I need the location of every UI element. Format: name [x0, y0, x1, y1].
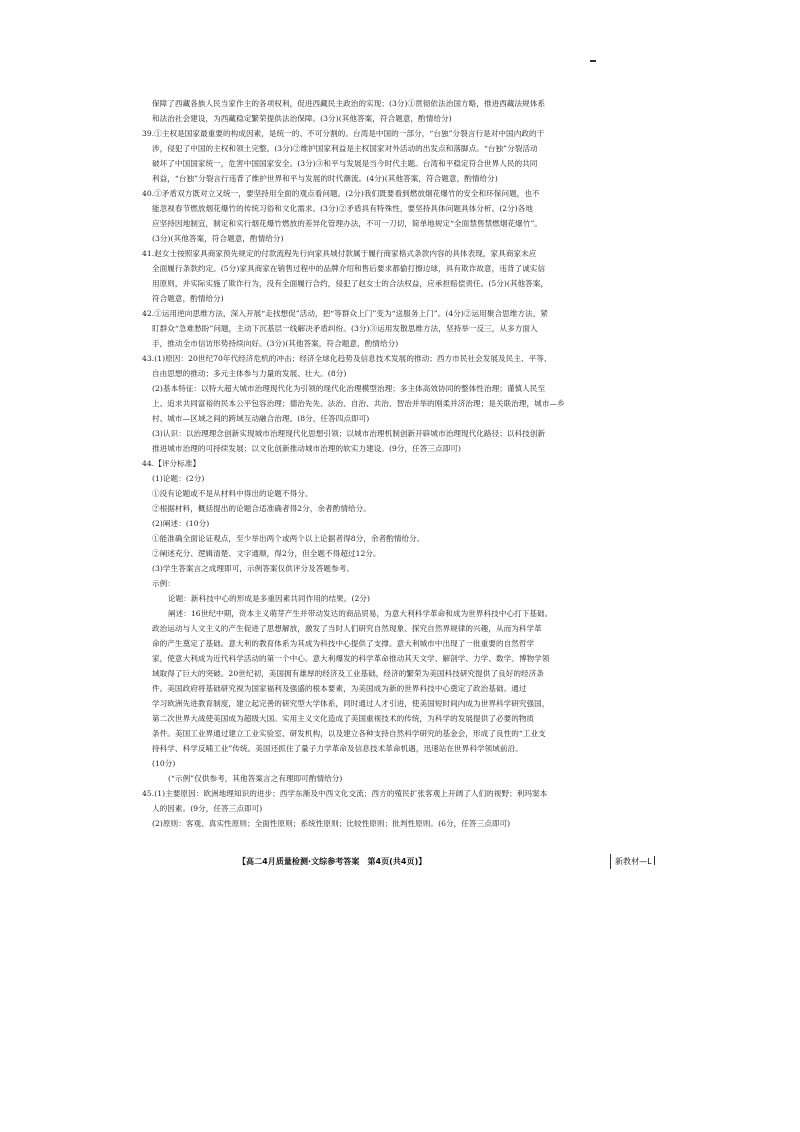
text-line: (2)原则：客观、真实性原则；全面性原则；系统性原则；比较性原则；批判性原则。(6分，任答三点即可) — [152, 819, 511, 828]
text-line: (2)阐述：(10分) — [152, 519, 210, 528]
text-line: 和法治社会建设，为西藏稳定繁荣提供法治保障。(3分)(其他答案，符合题意，酌情给分) — [152, 114, 452, 123]
text-line: 应坚持因地制宜，制定和实行烟花爆竹燃放的差异化管理办法，不可一刀切，简单地规定“全面禁售禁燃烟花爆竹”。 — [152, 219, 543, 228]
text-line: (1)论题：(2分) — [152, 474, 205, 483]
answer-44 — [142, 456, 722, 786]
text-line: ①没有论题或不是从材料中得出的论题不得分。 — [152, 489, 313, 498]
text-line: 命的产生奠定了基础。意大利的教育体系为其成为科技中心提供了支撑。意大利城市中出现了一批重要的自然哲学 — [152, 639, 535, 648]
text-line: 40.①矛盾双方既对立又统一，要坚持用全面的观点看问题。(2分)我们既要看到燃放烟花爆竹的安全和环保问题，也不 — [142, 189, 540, 198]
text-line: 自由思想的推动；多元主体参与力量的发展、壮大。(8分) — [152, 369, 347, 378]
text-line: 39.①主权是国家最重要的构成因素，是统一的、不可分割的。台湾是中国的一部分，“台独”分裂言行是对中国内政的干 — [142, 129, 545, 138]
text-line: 涉，侵犯了中国的主权和领土完整。(3分)②维护国家利益是主权国家对外活动的出发点和落脚点。“台独”分裂活动 — [152, 144, 538, 153]
text-line: 持科学、科学反哺工业”传统。美国还抓住了量子力学革命及信息技术革命机遇，迅速站在世界科学领域前沿。 — [152, 744, 523, 753]
text-line: 保障了西藏各族人民当家作主的各项权利，促进西藏民主政治的实现；(3分)①贯彻依法治国方略，推进西藏法规体系 — [152, 99, 546, 108]
text-line: 能忽视春节燃放烟花爆竹的传统习俗和文化需求。(3分)②矛盾具有特殊性，要坚持具体问题具体分析。(2分)各地 — [152, 204, 534, 213]
section-heading: 44.【评分标准】 — [142, 459, 201, 468]
text-line: 件。美国政府将基础研究视为国家福利及强盛的根本要素，为美国成为新的世界科技中心奠定了政治基础。通过 — [152, 684, 527, 693]
text-line: 手，推动全市信访形势持续向好。(3分)(其他答案，符合题意，酌情给分) — [152, 339, 399, 348]
text-line: 42.①运用逆向思维方法，深入开展“走找想促”活动，把“等群众上门”变为“送服务上门”。(4分)②运用聚合思维方法，紧 — [142, 309, 548, 318]
text-line: (3)认识：以治理理念创新实现城市治理现代化思想引领；以城市治理机制创新开辟城市治理现代化路径；以科技创新 — [152, 429, 546, 438]
text-line: 示例： — [152, 579, 175, 588]
answer-39 — [142, 126, 722, 186]
answer-42 — [142, 306, 722, 351]
text-line: ①能准确全面论证观点，至少举出两个或两个以上论据者得8分，余者酌情给分。 — [152, 534, 425, 543]
text-line: ②阐述充分、逻辑清楚、文字通顺，得2分，但全题不得超过12分。 — [152, 549, 381, 558]
text-line: 第二次世界大战使美国成为超级大国。实用主义文化造成了美国重视技术的传统，为科学的发展提供了必要的物质 — [152, 714, 535, 723]
text-line: 用原则，并实际实施了欺诈行为，没有全面履行合约，侵犯了赵女士的合法权益，应承担赔偿责任。(5分)(其他答案， — [152, 279, 549, 288]
text-line: ②根据材料，概括提出的论题合适准确者得2分，余者酌情给分。 — [152, 504, 371, 513]
text-line: (3)学生答案言之成理即可，示例答案仅供评分及答题参考。 — [152, 564, 354, 573]
text-line: 条件。美国工业界通过建立工业实验室、研发机构，以及建立各种支持自然科学研究的基金会，形成了良性的“工业支 — [152, 729, 546, 738]
text-line: 村、城市—区域之间的跨域互动融合治理。(8分，任答四点即可) — [152, 414, 370, 423]
text-line: (2)基本特征：以特大超大城市治理现代化为引领的现代化治理模型治理；多主体高效协同的整体性治理；谨慎人民至 — [152, 384, 546, 393]
answer-41 — [142, 246, 722, 306]
text-line: 45.(1)主要原因：欧洲地理知识的进步；西学东渐及中西文化交流；西方的殖民扩张客观上开阔了人们的视野；利玛窦本 — [142, 789, 548, 798]
text-line: 阐述：16世纪中期，资本主义萌芽产生并带动发达的商品贸易，为意大利科学革命和成为世界科技中心打下基础。 — [168, 609, 553, 618]
footer-edition-tag: 新教材—L — [610, 854, 655, 869]
scan-mark — [590, 60, 596, 62]
text-line: (10分) — [152, 759, 176, 768]
text-line: 利益，“台独”分裂言行违背了维护世界和平与发展的时代潮流。(4分)(其他答案，符合题意，酌情给分) — [152, 174, 498, 183]
answer-45 — [142, 786, 722, 831]
text-line: 符合题意，酌情给分) — [152, 294, 224, 303]
text-line: 破坏了中国国家统一，危害中国国家安全。(3分)③和平与发展是当今时代主题。台湾和平稳定符合世界人民的共同 — [152, 159, 538, 168]
text-line: 域取得了巨大的突破。20世纪初，美国拥有雄厚的经济及工业基础，经济的繁荣为美国科技研究提供了良好的经济条 — [152, 669, 544, 678]
text-line: 学习欧洲先进教育制度，建立起完善的研究型大学体系，同时通过人才引进，使美国短时间内成为世界科学研究强国， — [152, 699, 550, 708]
text-line: 41.赵女士按照家具商家预先规定的付款流程先行向家具城付款属于履行商家格式条款内容的具体表现，家具商家未应 — [142, 249, 537, 258]
page-footer — [238, 854, 678, 869]
text-line: 家，使意大利成为近代科学活动的第一个中心。意大利爆发的科学革命推动其天文学、解剖学、力学、数学、博物学领 — [152, 654, 550, 663]
thesis-line: 论题：新科技中心的形成是多重因素共同作用的结果。(2分) — [168, 594, 370, 603]
answer-40 — [142, 186, 722, 246]
note-line: (“示例”仅供参考，其他答案言之有理即可酌情给分) — [168, 774, 343, 783]
text-line: 人的因素。(9分，任答三点即可) — [152, 804, 263, 813]
text-line: 全面履行条款约定。(5分)家具商家在销售过程中的品牌介绍和售后要求都偷打擦边球，具有欺诈故意，违背了诚实信 — [152, 264, 546, 273]
answer-43 — [142, 351, 722, 456]
text-line: 推进城市治理的可持续发展；以文化创新推动城市治理的软实力建设。(9分，任答三点即可) — [152, 444, 462, 453]
text-line: 政治运动与人文主义的产生促进了思想解放，激发了当时人们研究自然现象、探究自然界规律的兴趣，从而为科学革 — [152, 624, 542, 633]
footer-title: 【高二4月质量检测·文综参考答案 第4页(共4页)】 — [238, 857, 427, 866]
text-line: 盯群众“急难愁盼”问题，主动下沉基层一线解决矛盾纠纷。(3分)③运用发散思维方法，坚持举一反三，从多方面入 — [152, 324, 538, 333]
text-line: (3分)(其他答案，符合题意，酌情给分) — [152, 234, 284, 243]
text-line: 上、追求共同富裕的民本公平包容治理；德治先先、法治、自治、共治、智治并举的刚柔并济治理；是关联治理，城市—乡 — [152, 399, 565, 408]
text-line: 43.(1)原因：20世纪70年代经济危机的冲击；经济全球化趋势及信息技术发展的推动；西方市民社会发展及民主、平等、 — [142, 354, 552, 363]
